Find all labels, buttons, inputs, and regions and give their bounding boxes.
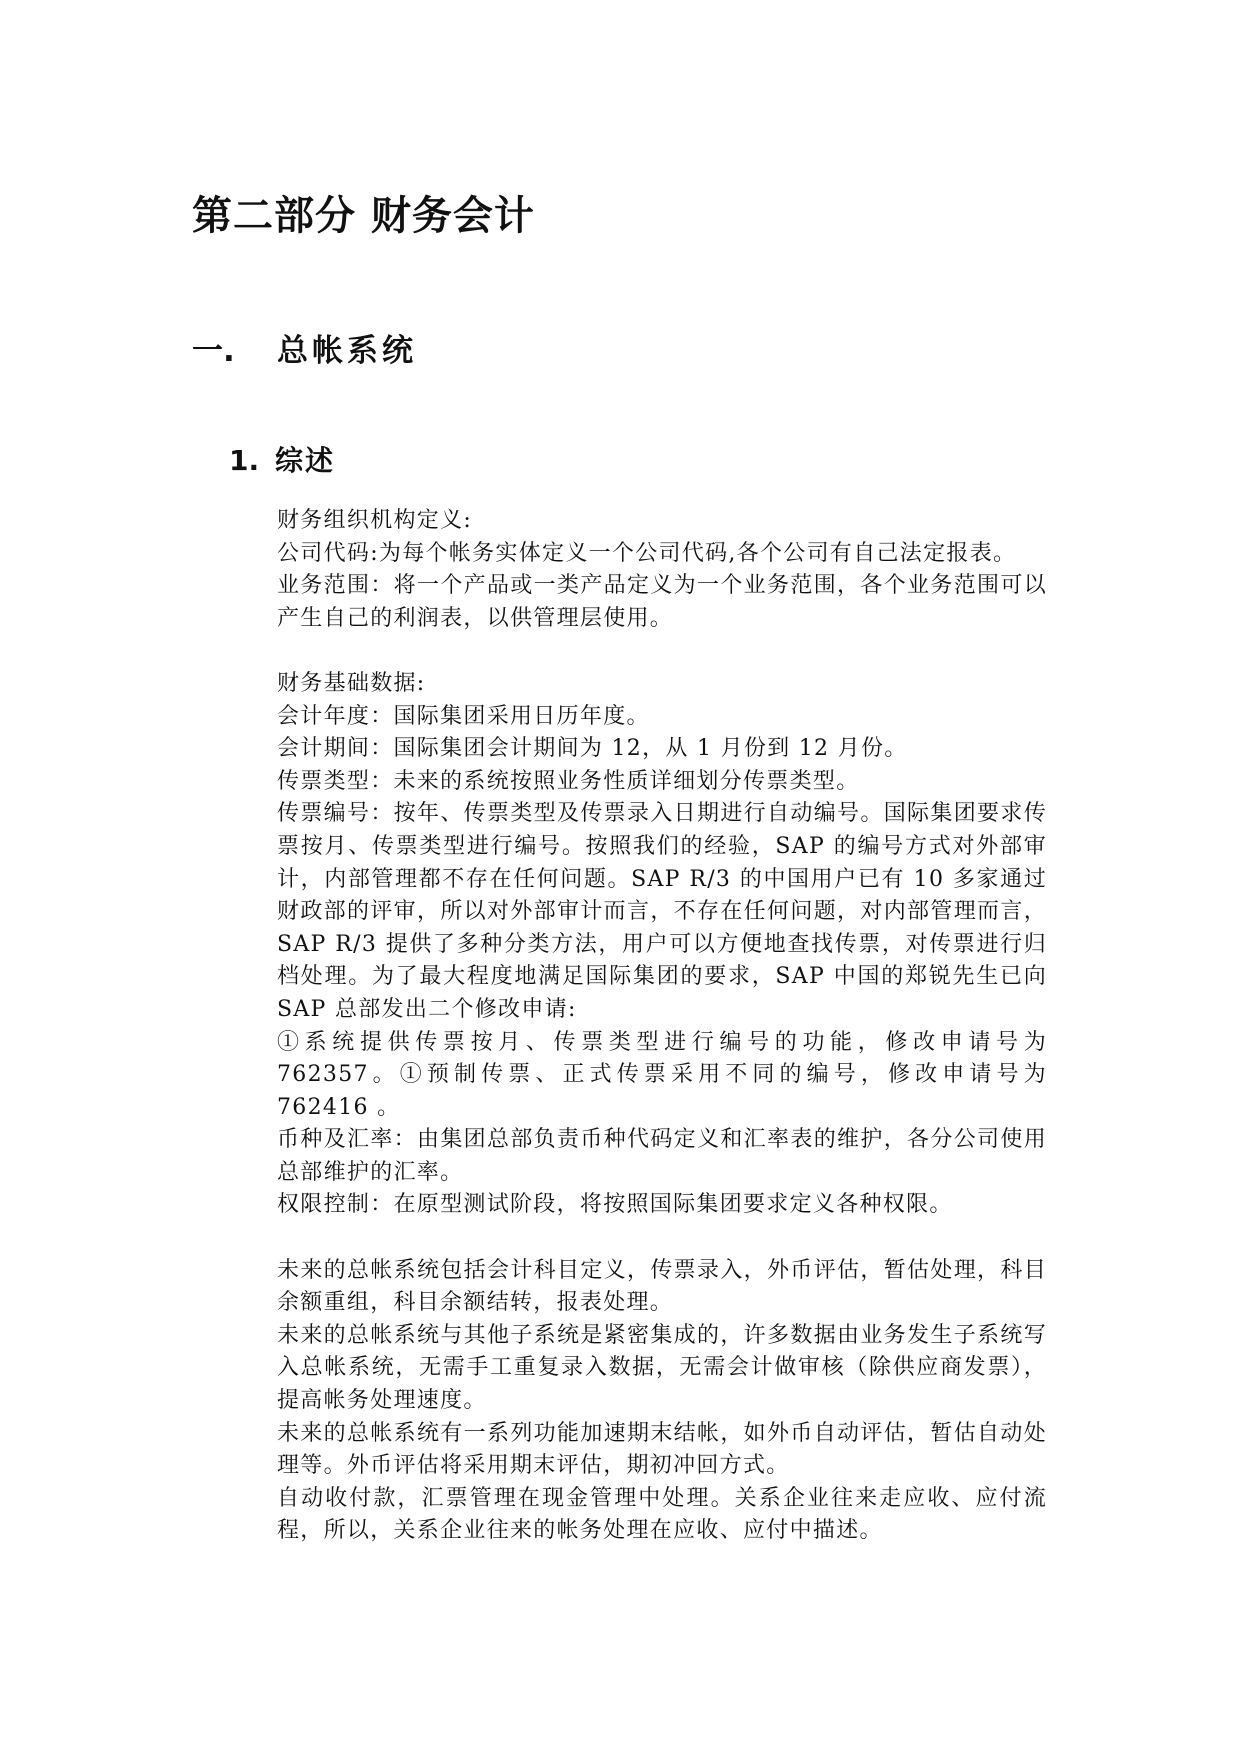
paragraph-spacer — [277, 1222, 1047, 1255]
part-title: 第二部分 财务会计 — [192, 193, 535, 239]
chapter-number: 一. — [192, 333, 235, 369]
paragraph-spacer — [277, 635, 1047, 668]
paragraph-period-close: 未来的总帐系统有一系列功能加速期末结帐，如外币自动评估，暂估自动处理等。外币评估将采用期末评估，期初冲回方式。 — [277, 1420, 1047, 1479]
paragraph-payments: 自动收付款，汇票管理在现金管理中处理。关系企业往来走应收、应付流程，所以，关系企业往来的帐务处理在应收、应付中描述。 — [277, 1485, 1047, 1544]
section-number: 1. — [229, 444, 260, 477]
section-title: 综述 — [275, 444, 336, 477]
paragraph-authorization: 权限控制：在原型测试阶段，将按照国际集团要求定义各种权限。 — [277, 1192, 953, 1218]
chapter-heading — [192, 330, 417, 372]
paragraph-gl-scope: 未来的总帐系统包括会计科目定义，传票录入，外币评估，暂估处理，科目余额重组，科目余额结转，报表处理。 — [277, 1257, 1047, 1316]
paragraph-document-type: 传票类型：未来的系统按照业务性质详细划分传票类型。 — [277, 768, 860, 794]
section-body — [277, 505, 1047, 1548]
paragraph-finance-org-heading: 财务组织机构定义: — [277, 508, 473, 533]
paragraph-business-area: 业务范围：将一个产品或一类产品定义为一个业务范围，各个业务范围可以产生自己的利润表，以供管理层使用。 — [277, 573, 1047, 631]
paragraph-gl-integration: 未来的总帐系统与其他子系统是紧密集成的，许多数据由业务发生子系统写入总帐系统，无需手工重复录入数据，无需会计做审核（除供应商发票），提高帐务处理速度。 — [277, 1322, 1047, 1414]
paragraph-posting-period: 会计期间：国际集团会计期间为 12，从 1 月份到 12 月份。 — [277, 736, 908, 762]
paragraph-fiscal-year: 会计年度：国际集团采用日历年度。 — [277, 703, 650, 729]
section-heading — [229, 442, 335, 480]
chapter-title: 总帐系统 — [277, 333, 417, 369]
paragraph-document-number: 传票编号：按年、传票类型及传票录入日期进行自动编号。国际集团要求传票按月、传票类型进行编号。按照我们的经验，SAP 的编号方式对外部审计，内部管理都不存在任何问题。SAP R/3 的中国用户已有 10 多家通过财政部的评审，所以对外部审计而言，不存在任何问题，对内部管理而言，SAP R/3 提供了多种分类方法，用户可以方便地查找传票，对传票进行归档处理。为了最大程度地满足国际集团的要求，SAP 中国的郑锐先生已向 SAP 总部发出二个修改申请: — [277, 801, 1047, 1022]
paragraph-company-code: 公司代码:为每个帐务实体定义一个公司代码,各个公司有自己法定报表。 — [277, 540, 1017, 566]
paragraph-master-data-heading: 财务基础数据: — [277, 670, 426, 696]
paragraph-change-requests: ①系统提供传票按月、传票类型进行编号的功能，修改申请号为 762357。①预制传票、正式传票采用不同的编号，修改申请号为 762416 。 — [277, 1029, 1047, 1120]
paragraph-currency-rates: 币种及汇率：由集团总部负责币种代码定义和汇率表的维护，各分公司使用总部维护的汇率。 — [277, 1127, 1047, 1185]
